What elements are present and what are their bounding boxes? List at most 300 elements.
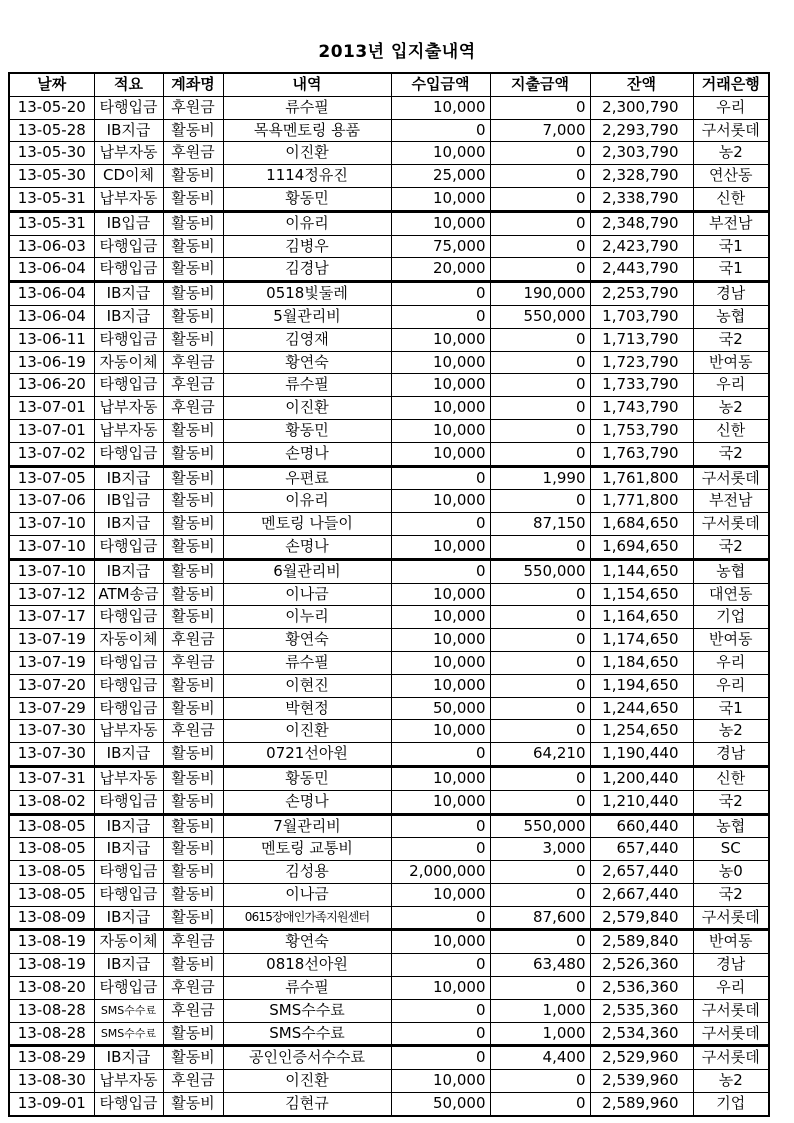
cell-account: 후원금: [163, 720, 223, 743]
cell-balance: 2,589,840: [590, 930, 693, 954]
cell-description: 이진환: [223, 720, 391, 743]
cell-expense: 87,150: [490, 513, 590, 536]
cell-expense: 0: [490, 606, 590, 629]
cell-income: 0: [391, 119, 490, 142]
cell-account: 활동비: [163, 513, 223, 536]
table-row: [9, 282, 769, 306]
cell-balance: 2,657,440: [590, 861, 693, 884]
cell-bank: 국2: [693, 442, 769, 466]
cell-type: IB지급: [94, 119, 163, 142]
cell-type: 납부자동: [94, 142, 163, 165]
cell-bank: 경남: [693, 282, 769, 306]
cell-bank: 경남: [693, 743, 769, 767]
cell-balance: 2,535,360: [590, 999, 693, 1022]
cell-income: 10,000: [391, 419, 490, 442]
cell-balance: 1,244,650: [590, 697, 693, 720]
cell-bank: 부전남: [693, 490, 769, 513]
cell-balance: 1,761,800: [590, 466, 693, 490]
cell-bank: 농0: [693, 861, 769, 884]
cell-income: 0: [391, 513, 490, 536]
cell-date: 13-07-02: [9, 442, 94, 466]
cell-expense: 0: [490, 397, 590, 420]
cell-balance: 1,164,650: [590, 606, 693, 629]
cell-bank: 구서롯데: [693, 119, 769, 142]
cell-income: 0: [391, 305, 490, 328]
cell-account: 후원금: [163, 397, 223, 420]
cell-date: 13-07-30: [9, 743, 94, 767]
cell-date: 13-07-19: [9, 651, 94, 674]
cell-expense: 0: [490, 1070, 590, 1093]
cell-expense: 0: [490, 328, 590, 351]
cell-income: 10,000: [391, 442, 490, 466]
cell-type: 타행입금: [94, 977, 163, 1000]
cell-description: 손명나: [223, 535, 391, 559]
cell-income: 10,000: [391, 96, 490, 119]
cell-expense: 0: [490, 977, 590, 1000]
cell-bank: 반여동: [693, 351, 769, 374]
cell-description: 이유리: [223, 211, 391, 235]
cell-income: 25,000: [391, 165, 490, 188]
cell-account: 활동비: [163, 814, 223, 838]
cell-expense: 0: [490, 419, 590, 442]
cell-bank: 구서롯데: [693, 1046, 769, 1070]
cell-account: 활동비: [163, 187, 223, 211]
cell-balance: 2,303,790: [590, 142, 693, 165]
cell-description: 이진환: [223, 142, 391, 165]
table-row: [9, 651, 769, 674]
cell-balance: 1,753,790: [590, 419, 693, 442]
cell-account: 활동비: [163, 419, 223, 442]
cell-income: 0: [391, 559, 490, 583]
cell-income: 0: [391, 466, 490, 490]
cell-type: 타행입금: [94, 790, 163, 814]
cell-date: 13-06-19: [9, 351, 94, 374]
cell-date: 13-08-30: [9, 1070, 94, 1093]
cell-income: 10,000: [391, 328, 490, 351]
cell-expense: 0: [490, 651, 590, 674]
cell-balance: 1,210,440: [590, 790, 693, 814]
cell-description: 0721선아원: [223, 743, 391, 767]
cell-income: 50,000: [391, 697, 490, 720]
table-row: [9, 187, 769, 211]
cell-balance: 1,763,790: [590, 442, 693, 466]
table-body: [9, 96, 769, 1116]
table-row: [9, 838, 769, 861]
cell-date: 13-08-05: [9, 861, 94, 884]
cell-expense: 0: [490, 766, 590, 790]
cell-account: 활동비: [163, 883, 223, 906]
cell-date: 13-06-11: [9, 328, 94, 351]
cell-type: 타행입금: [94, 697, 163, 720]
cell-balance: 657,440: [590, 838, 693, 861]
cell-type: IB지급: [94, 814, 163, 838]
cell-description: 황동민: [223, 187, 391, 211]
cell-date: 13-07-31: [9, 766, 94, 790]
cell-description: 이유리: [223, 490, 391, 513]
cell-balance: 1,684,650: [590, 513, 693, 536]
cell-type: 타행입금: [94, 96, 163, 119]
cell-type: 타행입금: [94, 328, 163, 351]
table-row: [9, 977, 769, 1000]
cell-balance: 2,293,790: [590, 119, 693, 142]
cell-expense: 0: [490, 861, 590, 884]
table-row: [9, 535, 769, 559]
cell-type: SMS수수료: [94, 999, 163, 1022]
cell-account: 활동비: [163, 305, 223, 328]
cell-bank: 부전남: [693, 211, 769, 235]
cell-type: IB지급: [94, 906, 163, 930]
cell-bank: 농협: [693, 559, 769, 583]
cell-type: 타행입금: [94, 258, 163, 282]
cell-account: 후원금: [163, 629, 223, 652]
table-row: [9, 374, 769, 397]
cell-expense: 550,000: [490, 814, 590, 838]
cell-balance: 2,589,960: [590, 1093, 693, 1116]
cell-type: IB지급: [94, 1046, 163, 1070]
cell-expense: 0: [490, 187, 590, 211]
cell-income: 10,000: [391, 211, 490, 235]
cell-account: 후원금: [163, 374, 223, 397]
cell-date: 13-07-10: [9, 513, 94, 536]
cell-bank: 농2: [693, 397, 769, 420]
cell-type: IB지급: [94, 466, 163, 490]
cell-income: 10,000: [391, 629, 490, 652]
cell-expense: 0: [490, 165, 590, 188]
cell-date: 13-07-17: [9, 606, 94, 629]
table-row: [9, 1046, 769, 1070]
table-row: [9, 235, 769, 258]
cell-income: 0: [391, 743, 490, 767]
cell-description: 황연숙: [223, 930, 391, 954]
cell-account: 후원금: [163, 142, 223, 165]
cell-expense: 1,990: [490, 466, 590, 490]
cell-income: 0: [391, 838, 490, 861]
cell-balance: 2,423,790: [590, 235, 693, 258]
cell-balance: 1,174,650: [590, 629, 693, 652]
cell-description: 김현규: [223, 1093, 391, 1116]
cell-date: 13-08-02: [9, 790, 94, 814]
table-row: [9, 1093, 769, 1116]
cell-account: 후원금: [163, 351, 223, 374]
cell-description: 황동민: [223, 766, 391, 790]
cell-description: 황연숙: [223, 351, 391, 374]
cell-date: 13-06-04: [9, 258, 94, 282]
cell-description: 공인인증서수수료: [223, 1046, 391, 1070]
cell-account: 활동비: [163, 790, 223, 814]
cell-date: 13-07-29: [9, 697, 94, 720]
cell-date: 13-08-05: [9, 883, 94, 906]
cell-income: 0: [391, 999, 490, 1022]
table-row: [9, 606, 769, 629]
table-row: [9, 96, 769, 119]
cell-bank: 국1: [693, 235, 769, 258]
cell-income: 10,000: [391, 187, 490, 211]
table-row: [9, 419, 769, 442]
cell-expense: 0: [490, 583, 590, 606]
cell-balance: 1,144,650: [590, 559, 693, 583]
cell-account: 활동비: [163, 766, 223, 790]
header-cell: 적요: [94, 73, 163, 96]
cell-bank: 구서롯데: [693, 1022, 769, 1046]
cell-date: 13-08-28: [9, 999, 94, 1022]
cell-type: IB지급: [94, 282, 163, 306]
cell-income: 0: [391, 1046, 490, 1070]
cell-type: IB입금: [94, 211, 163, 235]
cell-expense: 0: [490, 697, 590, 720]
cell-type: CD이체: [94, 165, 163, 188]
cell-income: 10,000: [391, 583, 490, 606]
cell-date: 13-07-06: [9, 490, 94, 513]
table-row: [9, 954, 769, 977]
table-row: [9, 305, 769, 328]
cell-income: 10,000: [391, 490, 490, 513]
table-row: [9, 629, 769, 652]
cell-income: 2,000,000: [391, 861, 490, 884]
cell-balance: 2,328,790: [590, 165, 693, 188]
cell-income: 10,000: [391, 397, 490, 420]
cell-account: 활동비: [163, 328, 223, 351]
table-row: [9, 1022, 769, 1046]
cell-balance: 1,254,650: [590, 720, 693, 743]
cell-date: 13-06-04: [9, 305, 94, 328]
cell-balance: 2,579,840: [590, 906, 693, 930]
cell-date: 13-08-29: [9, 1046, 94, 1070]
cell-expense: 0: [490, 351, 590, 374]
cell-bank: 기업: [693, 1093, 769, 1116]
table-row: [9, 883, 769, 906]
cell-date: 13-07-01: [9, 419, 94, 442]
cell-account: 후원금: [163, 977, 223, 1000]
cell-balance: 1,194,650: [590, 674, 693, 697]
cell-description: 이현진: [223, 674, 391, 697]
cell-date: 13-08-05: [9, 814, 94, 838]
cell-expense: 0: [490, 790, 590, 814]
cell-description: 류수필: [223, 374, 391, 397]
cell-expense: 7,000: [490, 119, 590, 142]
cell-account: 활동비: [163, 282, 223, 306]
cell-bank: 신한: [693, 766, 769, 790]
cell-account: 활동비: [163, 535, 223, 559]
cell-date: 13-05-31: [9, 187, 94, 211]
cell-bank: 농2: [693, 142, 769, 165]
cell-balance: 1,154,650: [590, 583, 693, 606]
cell-date: 13-06-04: [9, 282, 94, 306]
cell-bank: 국2: [693, 535, 769, 559]
cell-bank: 구서롯데: [693, 466, 769, 490]
cell-expense: 4,400: [490, 1046, 590, 1070]
cell-description: 이나금: [223, 883, 391, 906]
cell-income: 0: [391, 906, 490, 930]
cell-bank: 우리: [693, 374, 769, 397]
cell-date: 13-05-28: [9, 119, 94, 142]
cell-bank: 국2: [693, 883, 769, 906]
table-row: [9, 906, 769, 930]
cell-expense: 63,480: [490, 954, 590, 977]
cell-expense: 3,000: [490, 838, 590, 861]
cell-balance: 1,771,800: [590, 490, 693, 513]
cell-bank: 국2: [693, 328, 769, 351]
cell-type: 타행입금: [94, 651, 163, 674]
cell-expense: 1,000: [490, 1022, 590, 1046]
table-row: [9, 1070, 769, 1093]
cell-account: 활동비: [163, 1022, 223, 1046]
cell-date: 13-08-09: [9, 906, 94, 930]
cell-bank: 반여동: [693, 930, 769, 954]
cell-expense: 1,000: [490, 999, 590, 1022]
header-cell: 날짜: [9, 73, 94, 96]
cell-date: 13-07-30: [9, 720, 94, 743]
cell-account: 활동비: [163, 165, 223, 188]
cell-type: 납부자동: [94, 1070, 163, 1093]
table-row: [9, 142, 769, 165]
cell-description: 0518빛둘레: [223, 282, 391, 306]
table-row: [9, 119, 769, 142]
cell-income: 75,000: [391, 235, 490, 258]
header-cell: 수입금액: [391, 73, 490, 96]
cell-type: 타행입금: [94, 606, 163, 629]
page-title: 2013년 입지출내역: [318, 42, 476, 62]
cell-date: 13-07-12: [9, 583, 94, 606]
cell-balance: 660,440: [590, 814, 693, 838]
cell-income: 10,000: [391, 930, 490, 954]
cell-type: 자동이체: [94, 351, 163, 374]
cell-expense: 64,210: [490, 743, 590, 767]
table-row: [9, 814, 769, 838]
cell-income: 0: [391, 1022, 490, 1046]
cell-bank: 농2: [693, 1070, 769, 1093]
cell-account: 활동비: [163, 674, 223, 697]
table-row: [9, 351, 769, 374]
cell-account: 활동비: [163, 442, 223, 466]
cell-expense: 0: [490, 211, 590, 235]
cell-bank: 구서롯데: [693, 999, 769, 1022]
cell-income: 0: [391, 282, 490, 306]
cell-income: 10,000: [391, 977, 490, 1000]
cell-account: 활동비: [163, 119, 223, 142]
cell-expense: 0: [490, 258, 590, 282]
cell-date: 13-07-19: [9, 629, 94, 652]
cell-income: 0: [391, 954, 490, 977]
cell-income: 10,000: [391, 535, 490, 559]
cell-description: 1114정유진: [223, 165, 391, 188]
cell-expense: 0: [490, 142, 590, 165]
cell-description: 0615장애인가족지원센터: [223, 906, 391, 930]
cell-description: 류수필: [223, 96, 391, 119]
cell-balance: 2,534,360: [590, 1022, 693, 1046]
cell-income: 10,000: [391, 766, 490, 790]
cell-account: 후원금: [163, 999, 223, 1022]
cell-description: 목욕멘토링 용품: [223, 119, 391, 142]
table-row: [9, 328, 769, 351]
cell-date: 13-09-01: [9, 1093, 94, 1116]
cell-description: 이누리: [223, 606, 391, 629]
cell-description: 멘토링 나들이: [223, 513, 391, 536]
table-row: [9, 930, 769, 954]
cell-account: 활동비: [163, 583, 223, 606]
cell-income: 10,000: [391, 606, 490, 629]
cell-description: 손명나: [223, 442, 391, 466]
cell-balance: 1,184,650: [590, 651, 693, 674]
cell-balance: 1,694,650: [590, 535, 693, 559]
cell-income: 50,000: [391, 1093, 490, 1116]
table-row: [9, 790, 769, 814]
cell-income: 20,000: [391, 258, 490, 282]
cell-bank: 구서롯데: [693, 906, 769, 930]
cell-expense: 550,000: [490, 559, 590, 583]
cell-type: 타행입금: [94, 374, 163, 397]
cell-balance: 1,703,790: [590, 305, 693, 328]
cell-description: 이진환: [223, 397, 391, 420]
cell-description: 김영재: [223, 328, 391, 351]
cell-account: 활동비: [163, 490, 223, 513]
cell-type: IB지급: [94, 559, 163, 583]
cell-bank: 국1: [693, 697, 769, 720]
cell-type: 타행입금: [94, 861, 163, 884]
cell-date: 13-08-28: [9, 1022, 94, 1046]
cell-date: 13-08-19: [9, 930, 94, 954]
cell-type: 납부자동: [94, 419, 163, 442]
cell-expense: 0: [490, 235, 590, 258]
cell-bank: 국2: [693, 790, 769, 814]
ledger-table: [8, 72, 770, 1117]
cell-income: 10,000: [391, 720, 490, 743]
cell-description: 박현정: [223, 697, 391, 720]
table-row: [9, 165, 769, 188]
cell-bank: 연산동: [693, 165, 769, 188]
table-row: [9, 743, 769, 767]
cell-expense: 0: [490, 490, 590, 513]
table-row: [9, 766, 769, 790]
cell-bank: 우리: [693, 96, 769, 119]
cell-account: 후원금: [163, 1070, 223, 1093]
cell-bank: 대연동: [693, 583, 769, 606]
table-row: [9, 490, 769, 513]
cell-income: 10,000: [391, 351, 490, 374]
cell-balance: 2,338,790: [590, 187, 693, 211]
cell-expense: 0: [490, 374, 590, 397]
cell-type: IB지급: [94, 305, 163, 328]
cell-bank: 신한: [693, 187, 769, 211]
cell-expense: 0: [490, 535, 590, 559]
cell-description: 황동민: [223, 419, 391, 442]
cell-description: 0818선아원: [223, 954, 391, 977]
cell-balance: 1,733,790: [590, 374, 693, 397]
table-row: [9, 466, 769, 490]
table-row: [9, 861, 769, 884]
header-cell: 내역: [223, 73, 391, 96]
cell-expense: 0: [490, 442, 590, 466]
cell-account: 활동비: [163, 211, 223, 235]
cell-type: IB지급: [94, 954, 163, 977]
table-row: [9, 397, 769, 420]
cell-balance: 2,536,360: [590, 977, 693, 1000]
cell-bank: 농협: [693, 814, 769, 838]
cell-account: 활동비: [163, 906, 223, 930]
cell-description: SMS수수료: [223, 1022, 391, 1046]
table-row: [9, 720, 769, 743]
cell-account: 활동비: [163, 1046, 223, 1070]
cell-account: 활동비: [163, 606, 223, 629]
cell-description: 멘토링 교통비: [223, 838, 391, 861]
cell-income: 10,000: [391, 374, 490, 397]
cell-type: 타행입금: [94, 883, 163, 906]
cell-type: 타행입금: [94, 1093, 163, 1116]
header-cell: 거래은행: [693, 73, 769, 96]
cell-expense: 190,000: [490, 282, 590, 306]
cell-bank: 우리: [693, 674, 769, 697]
cell-bank: 기업: [693, 606, 769, 629]
cell-bank: 농2: [693, 720, 769, 743]
